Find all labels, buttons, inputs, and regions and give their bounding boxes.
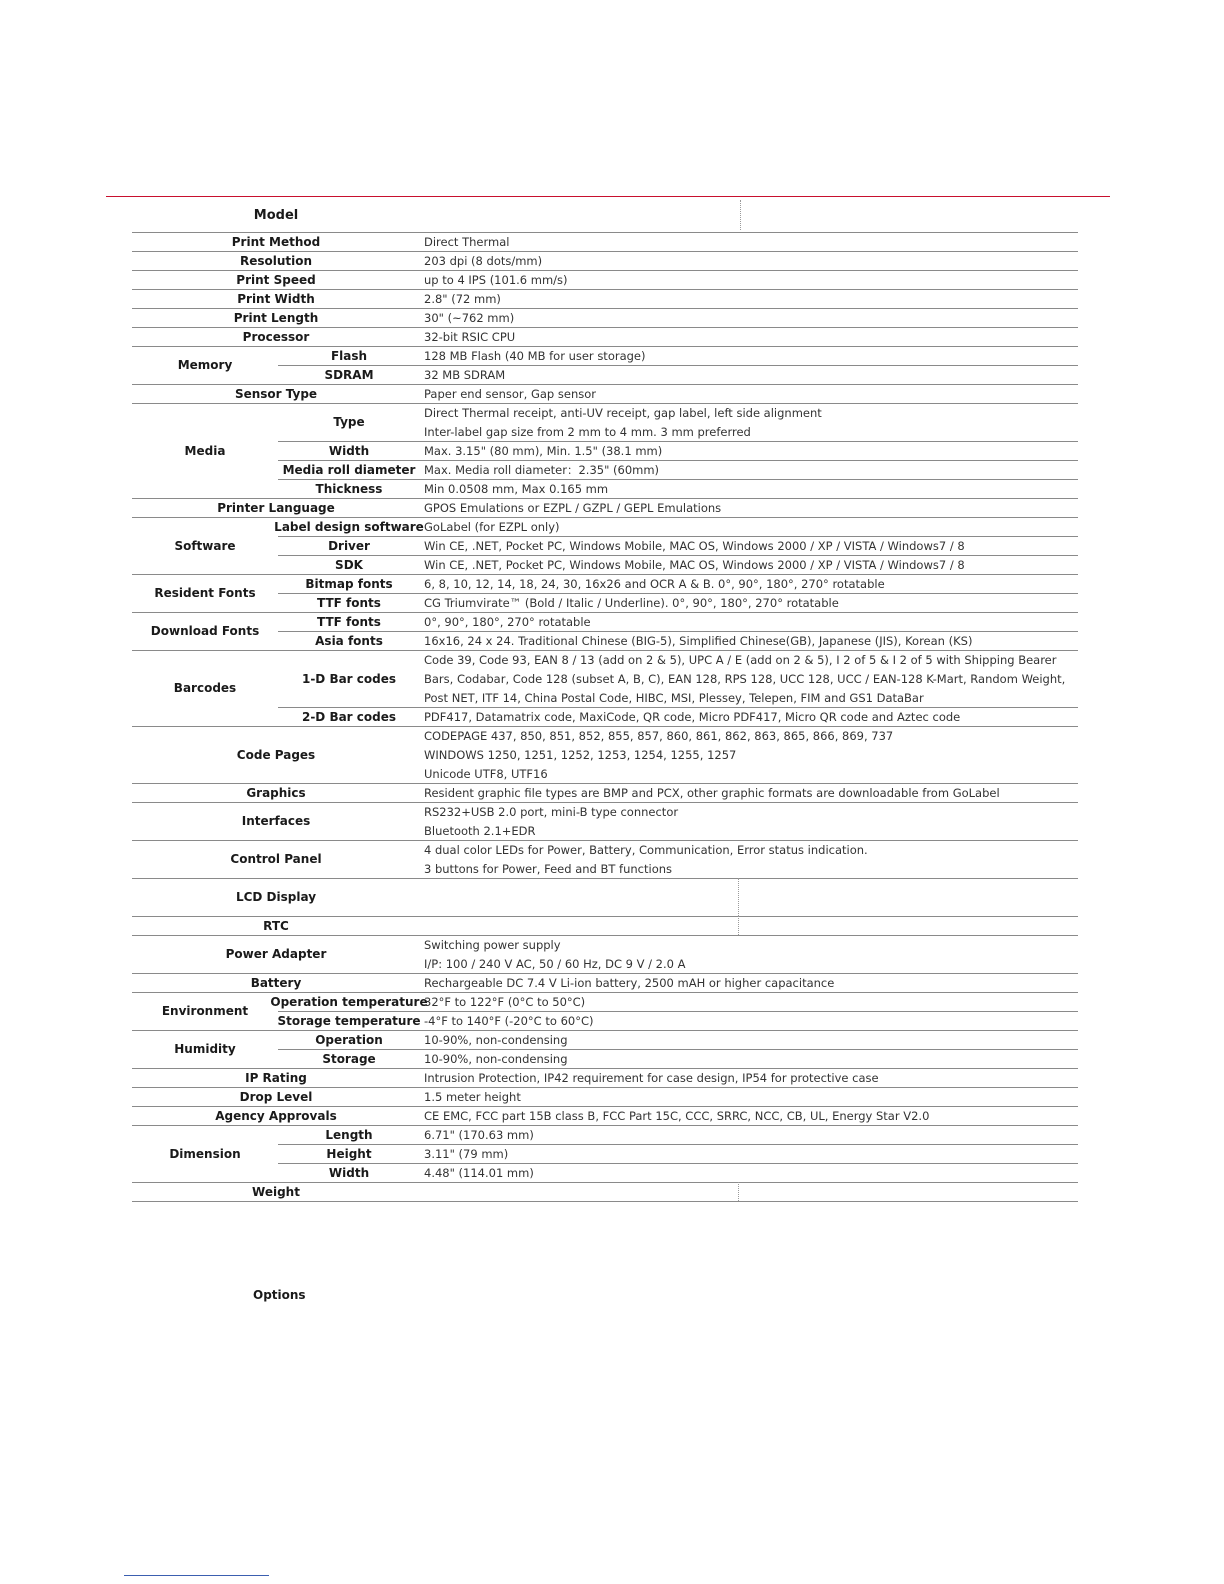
row-memory-sub-sdram-label: SDRAM	[324, 367, 374, 382]
row-code-pages-value: Unicode UTF8, UTF16	[424, 766, 548, 781]
row-resolution-value: 203 dpi (8 dots/mm)	[424, 253, 543, 268]
row-drop-level-value: 1.5 meter height	[424, 1089, 521, 1104]
row-ip-rating-label: IP Rating	[245, 1070, 307, 1085]
row-download-fonts-sub-asia-fonts-label: Asia fonts	[315, 633, 383, 648]
row-software-value: Win CE, .NET, Pocket PC, Windows Mobile, MAC OS, Windows 2000 / XP / VISTA / Windows7 / 8	[424, 557, 965, 572]
row-dimension-sub-length-label: Length	[325, 1127, 373, 1142]
row-power-adapter-value: I/P: 100 / 240 V AC, 50 / 60 Hz, DC 9 V / 2.0 A	[424, 956, 686, 971]
row-resolution-label: Resolution	[239, 253, 313, 268]
row-dimension-sub-height-label: Height	[326, 1146, 372, 1161]
row-processor-label: Processor	[242, 329, 310, 344]
row-lcd-display-label: LCD Display	[235, 890, 317, 904]
row-print-method-label: Print Method	[231, 234, 321, 249]
row-memory-value: 128 MB Flash (40 MB for user storage)	[424, 348, 646, 363]
row-sensor-type-label: Sensor Type	[234, 386, 318, 401]
row-code-pages-value: CODEPAGE 437, 850, 851, 852, 855, 857, 860, 861, 862, 863, 865, 866, 869, 737	[424, 728, 894, 743]
row-power-adapter-label: Power Adapter	[225, 947, 327, 961]
row-memory-label: Memory	[177, 358, 233, 372]
row-graphics-label: Graphics	[246, 785, 306, 800]
row-print-length-value: 30" (~762 mm)	[424, 310, 515, 325]
row-software-sub-label-design-software-label: Label design software	[274, 519, 424, 534]
row-dimension-label: Dimension	[169, 1146, 241, 1161]
row-battery-value: Rechargeable DC 7.4 V Li-ion battery, 2500 mAH or higher capacitance	[424, 975, 835, 990]
row-code-pages-value: WINDOWS 1250, 1251, 1252, 1253, 1254, 1255, 1257	[424, 747, 737, 762]
row-lcd-display-value	[424, 878, 1078, 897]
row-humidity-label: Humidity	[174, 1042, 236, 1056]
row-print-speed-value: up to 4 IPS (101.6 mm/s)	[424, 272, 568, 287]
row-dimension-value: 6.71" (170.63 mm)	[424, 1127, 534, 1142]
row-memory-sub-flash-label: Flash	[330, 348, 368, 363]
row-environment-value: 32°F to 122°F (0°C to 50°C)	[424, 994, 586, 1009]
row-interfaces-value: RS232+USB 2.0 port, mini-B type connector	[424, 804, 679, 819]
row-print-width-value: 2.8" (72 mm)	[424, 291, 501, 306]
row-humidity-sub-storage-label: Storage	[322, 1051, 376, 1066]
row-media-sub-type-label: Type	[333, 415, 365, 429]
row-barcodes-sub-2-d-bar-codes-label: 2-D Bar codes	[301, 709, 397, 724]
row-media-value: Max. 3.15" (80 mm), Min. 1.5" (38.1 mm)	[424, 443, 663, 458]
row-barcodes-value: Bars, Codabar, Code 128 (subset A, B, C), EAN 128, RPS 128, UCC 128, UCC / EAN-128 K-Mart, Random Weight,	[424, 671, 1066, 686]
row-drop-level-label: Drop Level	[239, 1089, 313, 1104]
row-weight-divider	[738, 1182, 739, 1201]
row-download-fonts-sub-ttf-fonts-label: TTF fonts	[317, 614, 381, 629]
row-environment-value: -4°F to 140°F (-20°C to 60°C)	[424, 1013, 594, 1028]
row-processor-value: 32-bit RSIC CPU	[424, 329, 516, 344]
row-resident-fonts-sub-bitmap-fonts-label: Bitmap fonts	[305, 576, 393, 591]
row-barcodes-value: Code 39, Code 93, EAN 8 / 13 (add on 2 & 5), UPC A / E (add on 2 & 5), I 2 of 5 & I 2 of 5 with Shipping Bearer	[424, 652, 1057, 667]
row-barcodes-label: Barcodes	[173, 681, 237, 695]
row-weight-value	[424, 1182, 1078, 1201]
row-dimension-sub-width-label: Width	[328, 1165, 370, 1180]
row-rtc-divider	[738, 916, 739, 935]
row-barcodes-sub-1-d-bar-codes-label: 1-D Bar codes	[301, 671, 397, 686]
row-memory-value: 32 MB SDRAM	[424, 367, 506, 382]
row-humidity-sub-operation-label: Operation	[315, 1032, 383, 1047]
row-print-width-label: Print Width	[237, 291, 315, 306]
row-media-sub-width-label: Width	[328, 443, 370, 458]
row-rtc-label: RTC	[263, 918, 289, 933]
row-control-panel-value: 4 dual color LEDs for Power, Battery, Communication, Error status indication.	[424, 842, 868, 857]
row-print-method-value: Direct Thermal	[424, 234, 510, 249]
row-environment-sub-storage-temperature-label: Storage temperature	[277, 1013, 421, 1028]
row-dimension-value: 4.48" (114.01 mm)	[424, 1165, 534, 1180]
row-print-speed-label: Print Speed	[236, 272, 316, 287]
row-battery-label: Battery	[250, 975, 302, 990]
footer-rule	[124, 1575, 269, 1576]
row-dimension-value: 3.11" (79 mm)	[424, 1146, 509, 1161]
row-ip-rating-value: Intrusion Protection, IP42 requirement for case design, IP54 for protective case	[424, 1070, 879, 1085]
row-media-value: Max. Media roll diameter：2.35" (60mm)	[424, 462, 660, 477]
row-control-panel-value: 3 buttons for Power, Feed and BT functions	[424, 861, 673, 876]
row-interfaces-label: Interfaces	[241, 814, 311, 828]
row-weight-rule	[132, 1201, 1078, 1202]
options-label: Options	[253, 1288, 306, 1302]
row-print-length-label: Print Length	[233, 310, 319, 325]
row-code-pages-label: Code Pages	[236, 747, 316, 762]
row-barcodes-value: PDF417, Datamatrix code, MaxiCode, QR code, Micro PDF417, Micro QR code and Aztec code	[424, 709, 961, 724]
row-lcd-display-value	[424, 897, 1078, 916]
row-control-panel-label: Control Panel	[230, 852, 322, 866]
row-printer-language-label: Printer Language	[217, 500, 335, 515]
row-media-sub-media-roll-diameter-label: Media roll diameter	[282, 462, 416, 477]
row-interfaces-value: Bluetooth 2.1+EDR	[424, 823, 536, 838]
row-humidity-value: 10-90%, non-condensing	[424, 1051, 568, 1066]
row-graphics-value: Resident graphic file types are BMP and PCX, other graphic formats are downloadable from GoLabel	[424, 785, 1000, 800]
row-software-value: Win CE, .NET, Pocket PC, Windows Mobile, MAC OS, Windows 2000 / XP / VISTA / Windows7 / 8	[424, 538, 965, 553]
model-label: Model	[253, 207, 299, 223]
row-resident-fonts-sub-ttf-fonts-label: TTF fonts	[317, 595, 381, 610]
row-printer-language-value: GPOS Emulations or EZPL / GZPL / GEPL Emulations	[424, 500, 722, 515]
row-media-value: Direct Thermal receipt, anti-UV receipt, gap label, left side alignment	[424, 405, 822, 420]
row-resident-fonts-value: 6, 8, 10, 12, 14, 18, 24, 30, 16x26 and OCR A & B. 0°, 90°, 180°, 270° rotatable	[424, 576, 885, 591]
row-media-label: Media	[184, 443, 226, 458]
row-download-fonts-value: 0°, 90°, 180°, 270° rotatable	[424, 614, 591, 629]
row-download-fonts-label: Download Fonts	[150, 624, 260, 638]
row-resident-fonts-label: Resident Fonts	[154, 586, 256, 600]
row-media-sub-thickness-label: Thickness	[315, 481, 383, 496]
row-weight-label: Weight	[252, 1184, 300, 1199]
row-barcodes-value: Post NET, ITF 14, China Postal Code, HIBC, MSI, Plessey, Telepen, FIM and GS1 DataBar	[424, 690, 924, 705]
row-media-value: Min 0.0508 mm, Max 0.165 mm	[424, 481, 609, 496]
row-download-fonts-value: 16x16, 24 x 24. Traditional Chinese (BIG-5), Simplified Chinese(GB), Japanese (JIS), Korean (KS)	[424, 633, 973, 648]
row-software-value: GoLabel (for EZPL only)	[424, 519, 560, 534]
row-sensor-type-value: Paper end sensor, Gap sensor	[424, 386, 596, 401]
row-software-sub-sdk-label: SDK	[335, 557, 363, 572]
row-agency-approvals-value: CE EMC, FCC part 15B class B, FCC Part 15C, CCC, SRRC, NCC, CB, UL, Energy Star V2.0	[424, 1108, 930, 1123]
row-agency-approvals-label: Agency Approvals	[215, 1108, 337, 1123]
row-media-value: Inter-label gap size from 2 mm to 4 mm. 3 mm preferred	[424, 424, 751, 439]
row-environment-sub-operation-temperature-label: Operation temperature	[270, 994, 428, 1009]
row-humidity-value: 10-90%, non-condensing	[424, 1032, 568, 1047]
row-resident-fonts-value: CG Triumvirate™ (Bold / Italic / Underline). 0°, 90°, 180°, 270° rotatable	[424, 595, 839, 610]
row-lcd-display-divider	[738, 878, 739, 916]
model-divider	[740, 200, 741, 230]
row-power-adapter-value: Switching power supply	[424, 937, 561, 952]
row-rtc-value	[424, 916, 1078, 935]
row-software-sub-driver-label: Driver	[328, 538, 370, 553]
row-environment-label: Environment	[161, 1004, 249, 1018]
row-software-label: Software	[174, 538, 236, 553]
